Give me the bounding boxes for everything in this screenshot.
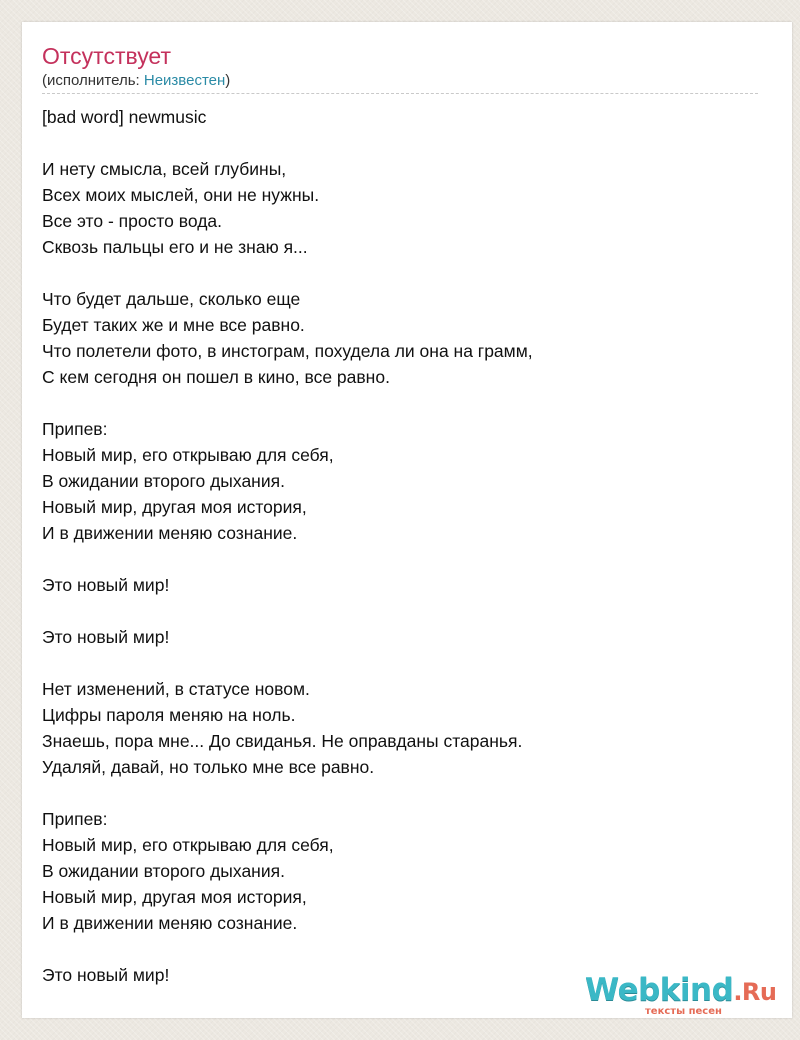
lyric-line: Новый мир, его открываю для себя, [42, 835, 334, 855]
lyric-line: Припев: [42, 809, 108, 829]
lyric-line: Что будет дальше, сколько еще [42, 289, 301, 309]
lyric-line: Будет таких же и мне все равно. [42, 315, 305, 335]
lyric-blank-line [42, 546, 762, 572]
lyric-line: Припев: [42, 419, 108, 439]
lyric-line: В ожидании второго дыхания. [42, 471, 285, 491]
artist-line [42, 72, 230, 90]
lyric-blank-line [42, 130, 762, 156]
lyric-line: И в движении меняю сознание. [42, 913, 298, 933]
lyric-line: Это новый мир! [42, 627, 170, 647]
lyric-blank-line [42, 936, 762, 962]
lyric-line: Это новый мир! [42, 965, 170, 985]
logo-tagline: тексты песен [645, 1006, 722, 1017]
lyric-line: Цифры пароля меняю на ноль. [42, 705, 296, 725]
site-logo[interactable] [585, 972, 775, 1020]
song-title: Отсутствует [42, 43, 171, 69]
lyric-line: С кем сегодня он пошел в кино, все равно. [42, 367, 390, 387]
lyric-line: Новый мир, другая моя история, [42, 887, 307, 907]
lyric-blank-line [42, 650, 762, 676]
lyric-blank-line [42, 780, 762, 806]
logo-word: Webkind [585, 972, 734, 1008]
lyric-blank-line [42, 598, 762, 624]
lyric-line: И в движении меняю сознание. [42, 523, 298, 543]
logo-tld: .Ru [733, 978, 777, 1006]
lyrics-text [42, 104, 762, 988]
artist-link[interactable]: Неизвестен [143, 72, 226, 89]
lyric-line: Знаешь, пора мне... До свиданья. Не оправданы старанья. [42, 731, 523, 751]
lyric-blank-line [42, 390, 762, 416]
lyric-line: И нету смысла, всей глубины, [42, 159, 287, 179]
lyric-blank-line [42, 260, 762, 286]
artist-suffix: ) [225, 72, 231, 89]
lyric-line: Всех моих мыслей, они не нужны. [42, 185, 320, 205]
lyric-line: В ожидании второго дыхания. [42, 861, 285, 881]
header-divider [42, 93, 758, 94]
lyric-line: Новый мир, его открываю для себя, [42, 445, 334, 465]
artist-prefix: (исполнитель: [42, 72, 144, 89]
lyrics-card [22, 22, 792, 1018]
lyric-line: Все это - просто вода. [42, 211, 223, 231]
lyric-line: Новый мир, другая моя история, [42, 497, 307, 517]
lyric-line: [bad word] newmusic [42, 107, 207, 127]
lyric-line: Сквозь пальцы его и не знаю я... [42, 237, 308, 257]
lyric-line: Нет изменений, в статусе новом. [42, 679, 310, 699]
lyric-line: Удаляй, давай, но только мне все равно. [42, 757, 375, 777]
logo-wordmark [585, 972, 777, 1010]
lyric-line: Это новый мир! [42, 575, 170, 595]
lyric-line: Что полетели фото, в инстограм, похудела ли она на грамм, [42, 341, 533, 361]
